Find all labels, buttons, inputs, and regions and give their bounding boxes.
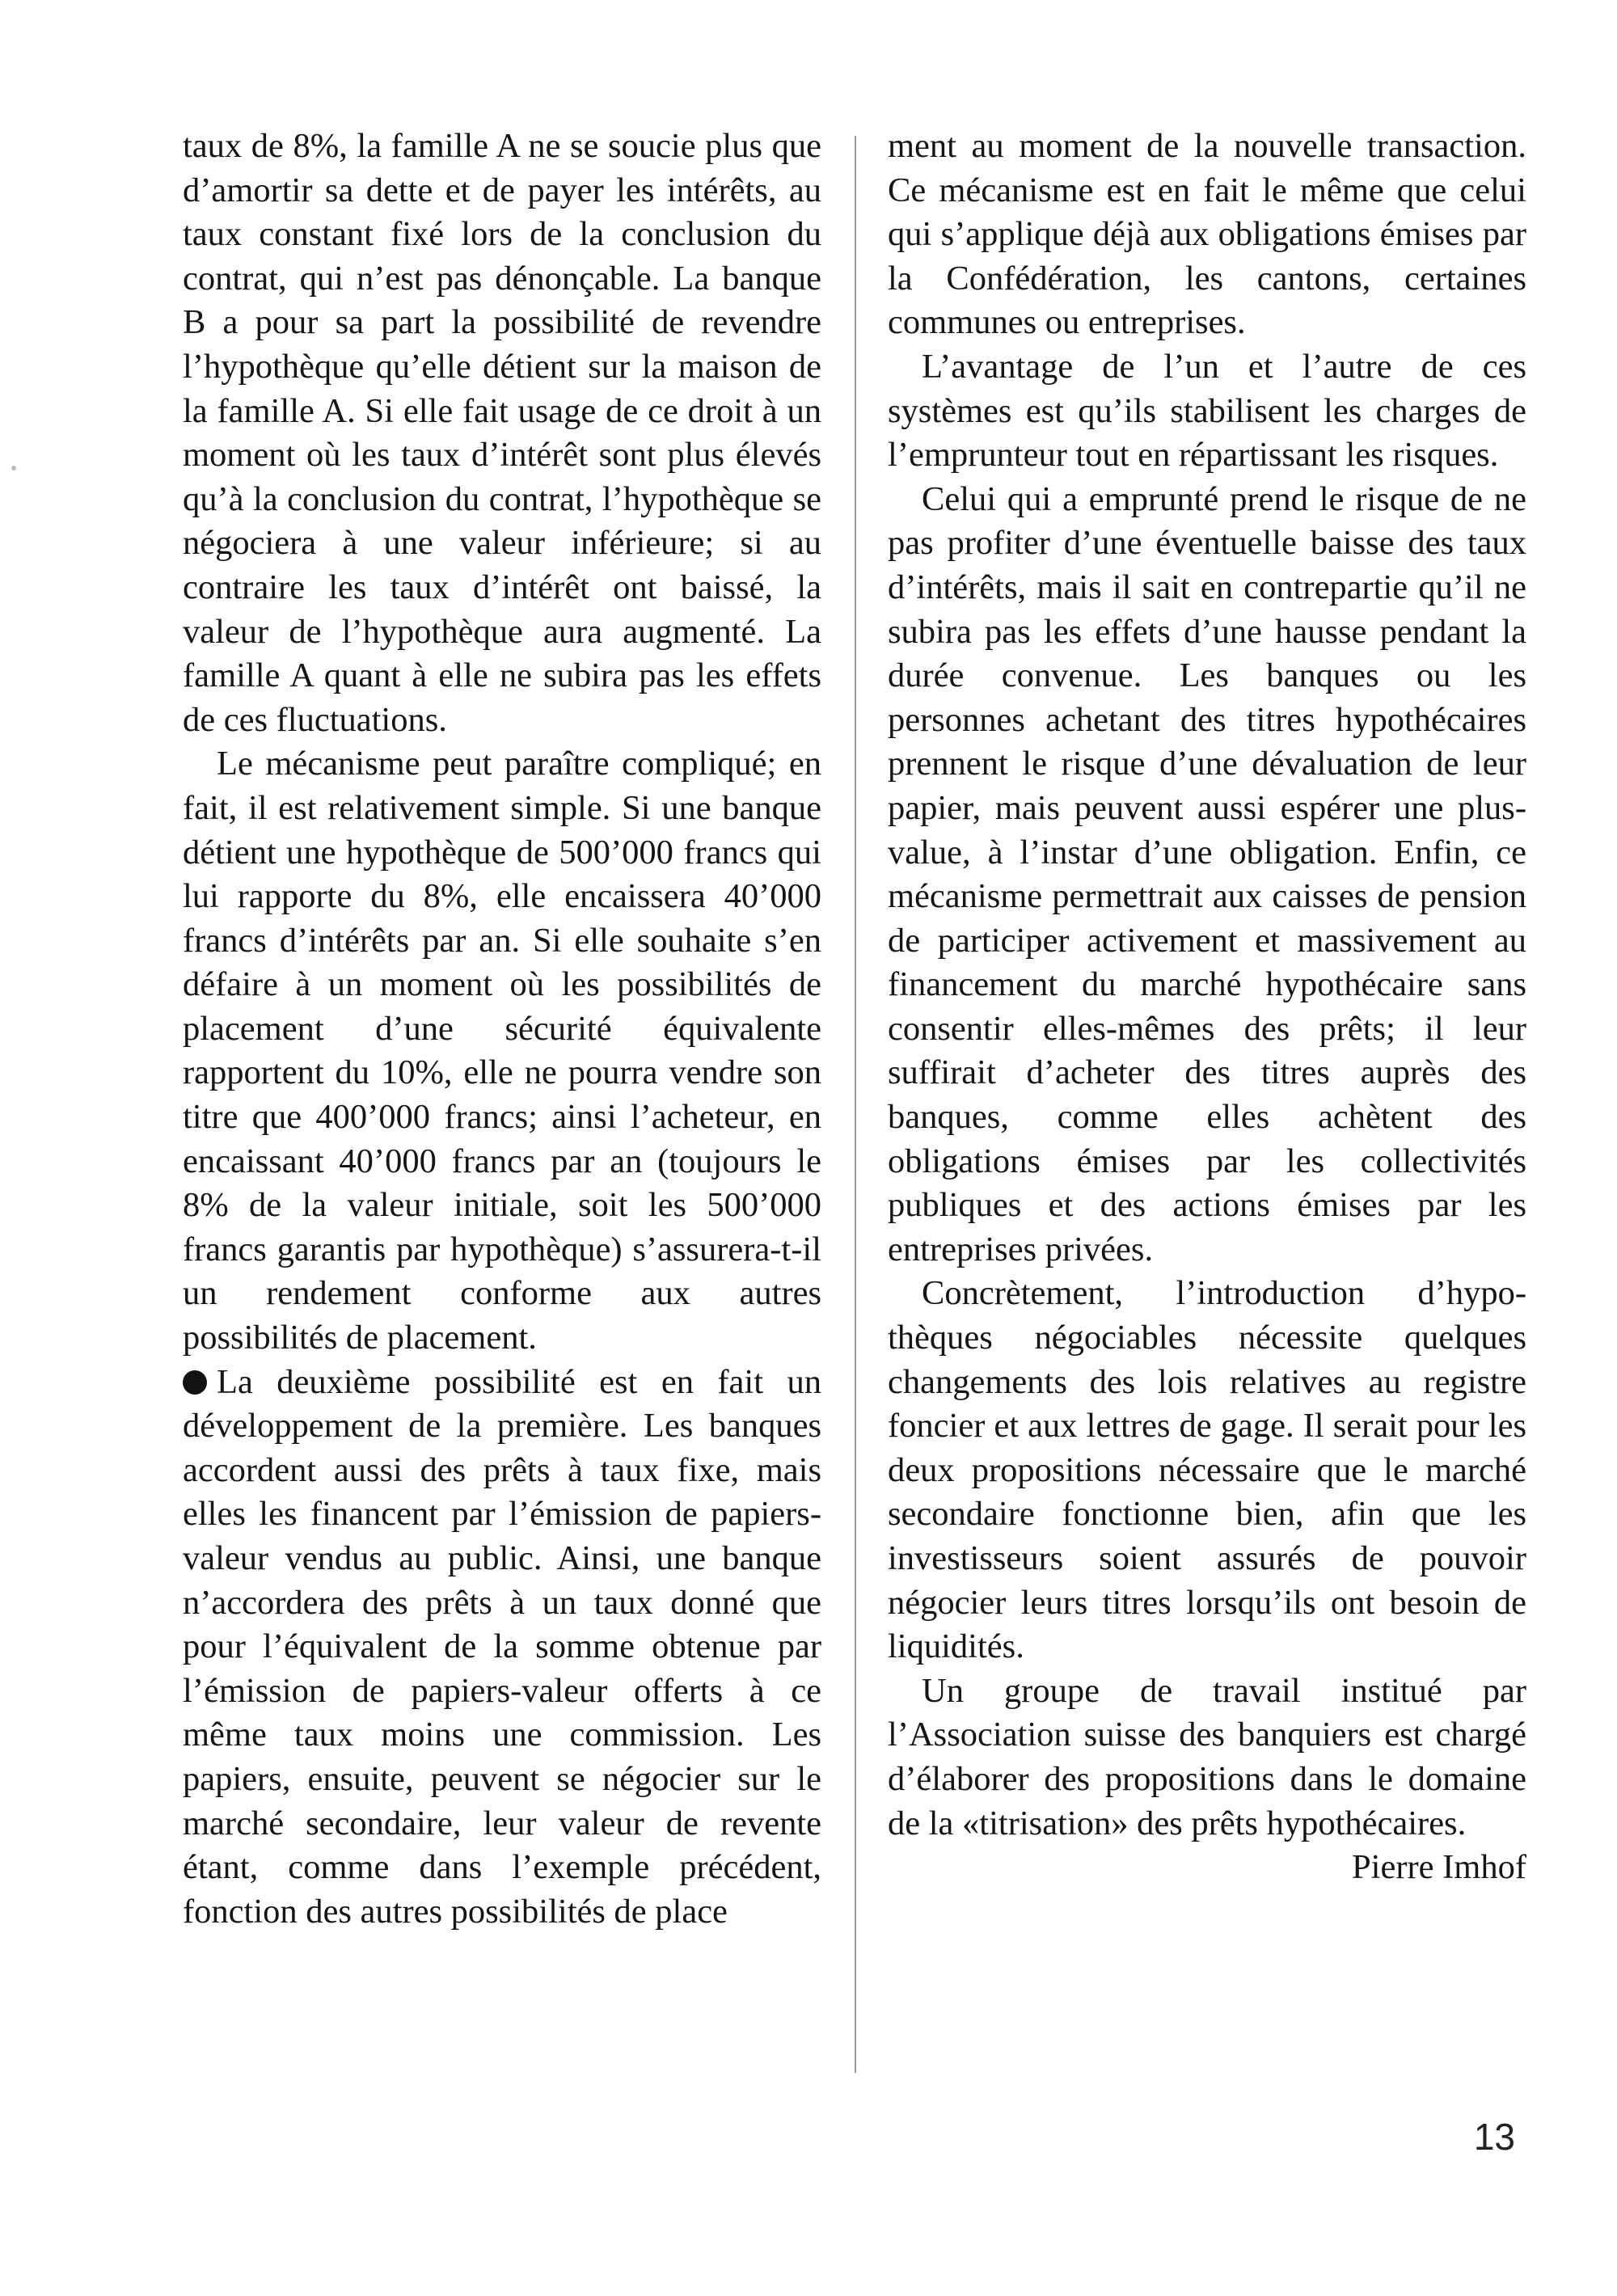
bullet-icon [183, 1370, 207, 1395]
column-divider [855, 136, 856, 2073]
paragraph: Celui qui a emprunté prend le risque de ne pas profiter d’une éventuelle baisse des taux d’intérêts, mais il sait en contrepartie qu’il ne subira pas les effets d’une hausse pendant la durée convenue. Les banques ou les personnes achetant des titres hypothécaires prennent le risque d’une dévaluation de leur papier, mais peuvent aussi espérer une plus-value, à l’instar d’une obligation. Enfin, ce mécanisme permettrait aux caisses de pension de participer activement et massivement au financement du marché hypothécaire sans consentir elles-mêmes des prêts; il leur suffirait d’acheter des titres auprès des banques, comme elles achètent des obligations émises par les collectivités publiques et des actions émises par les entreprises privées. [888, 479, 1526, 1268]
paragraph: Concrètement, l’introduction d’hypothèques négociables nécessite quelques changements des lois relatives au registre foncier et aux lettres de gage. Il serait pour les deux propositions nécessaire que le marché secondaire fonctionne bien, afin que les investisseurs soient assurés de pouvoir négocier leurs titres lorsqu’ils ont besoin de liquidités. [888, 1274, 1526, 1666]
paragraph: Le mécanisme peut paraître compliqué; en fait, il est relativement simple. Si une banque détient une hypothèque de 500’000 francs qui lui rapporte du 8%, elle encaissera 40’000 francs d’intérêts par an. Si elle souhaite s’en défaire à un moment où les possibilités de placement d’une sécurité équivalente rapportent du 10%, elle ne pourra vendre son titre que 400’000 francs; ainsi l’acheteur, en encaissant 40’000 francs par an (toujours le 8% de la valeur initiale, soit les 500’000 francs garantis par hypothèque) s’assurera-t-il un rendement conforme aux autres possibilités de placement. [183, 745, 821, 1357]
page-number: 13 [1473, 2116, 1515, 2158]
bullet-paragraph [183, 1361, 821, 1935]
paragraph: taux de 8%, la famille A ne se soucie plus que d’amortir sa dette et de payer les intérêts, au taux constant fixé lors de la conclusion du contrat, qui n’est pas dénonçable. La banque B a pour sa part la possibilité de revendre l’hypothèque qu’elle détient sur la maison de la famille A. Si elle fait usage de ce droit à un moment où les taux d’intérêt sont plus élevés qu’à la conclusion du contrat, l’hypothèque se négociera à une valeur inférieure; si au contraire les taux d’intérêt ont baissé, la valeur de l’hypothèque aura augmenté. La famille A quant à elle ne subira pas les effets de ces fluctuations. [183, 127, 821, 739]
paragraph: Un groupe de travail institué par l’Association suisse des banquiers est chargé d’élaborer des propositions dans le domaine de la «titrisation» des prêts hypothécaires. [888, 1671, 1526, 1842]
author-signature: Pierre Imhof [1352, 1848, 1526, 1887]
scan-speck [11, 466, 16, 471]
bullet-text: La deuxième possibilité est en fait un développement de la première. Les banques accordent aussi des prêts à taux fixe, mais elles les financent par l’émission de papiers-valeur vendus au public. Ainsi, une banque n’accordera des prêts à un taux donné que pour l’équivalent de la somme obtenue par l’émission de papiers-valeur offerts à ce même taux moins une commission. Les papiers, ensuite, peuvent se négocier sur le marché secondaire, leur valeur de revente étant, comme dans l’exemple précédent, fonction des autres possibilités de place [183, 1362, 821, 1931]
paragraph: ment au moment de la nouvelle transaction. Ce mécanisme est en fait le même que celui qui s’applique déjà aux obligations émises par la Confédération, les cantons, certaines communes ou entreprises. [888, 127, 1526, 342]
right-column [888, 125, 1526, 1890]
paragraph: L’avantage de l’un et l’autre de ces systèmes est qu’ils stabilisent les charges de l’emprunteur tout en répartissant les risques. [888, 347, 1526, 475]
left-column [183, 125, 821, 1934]
